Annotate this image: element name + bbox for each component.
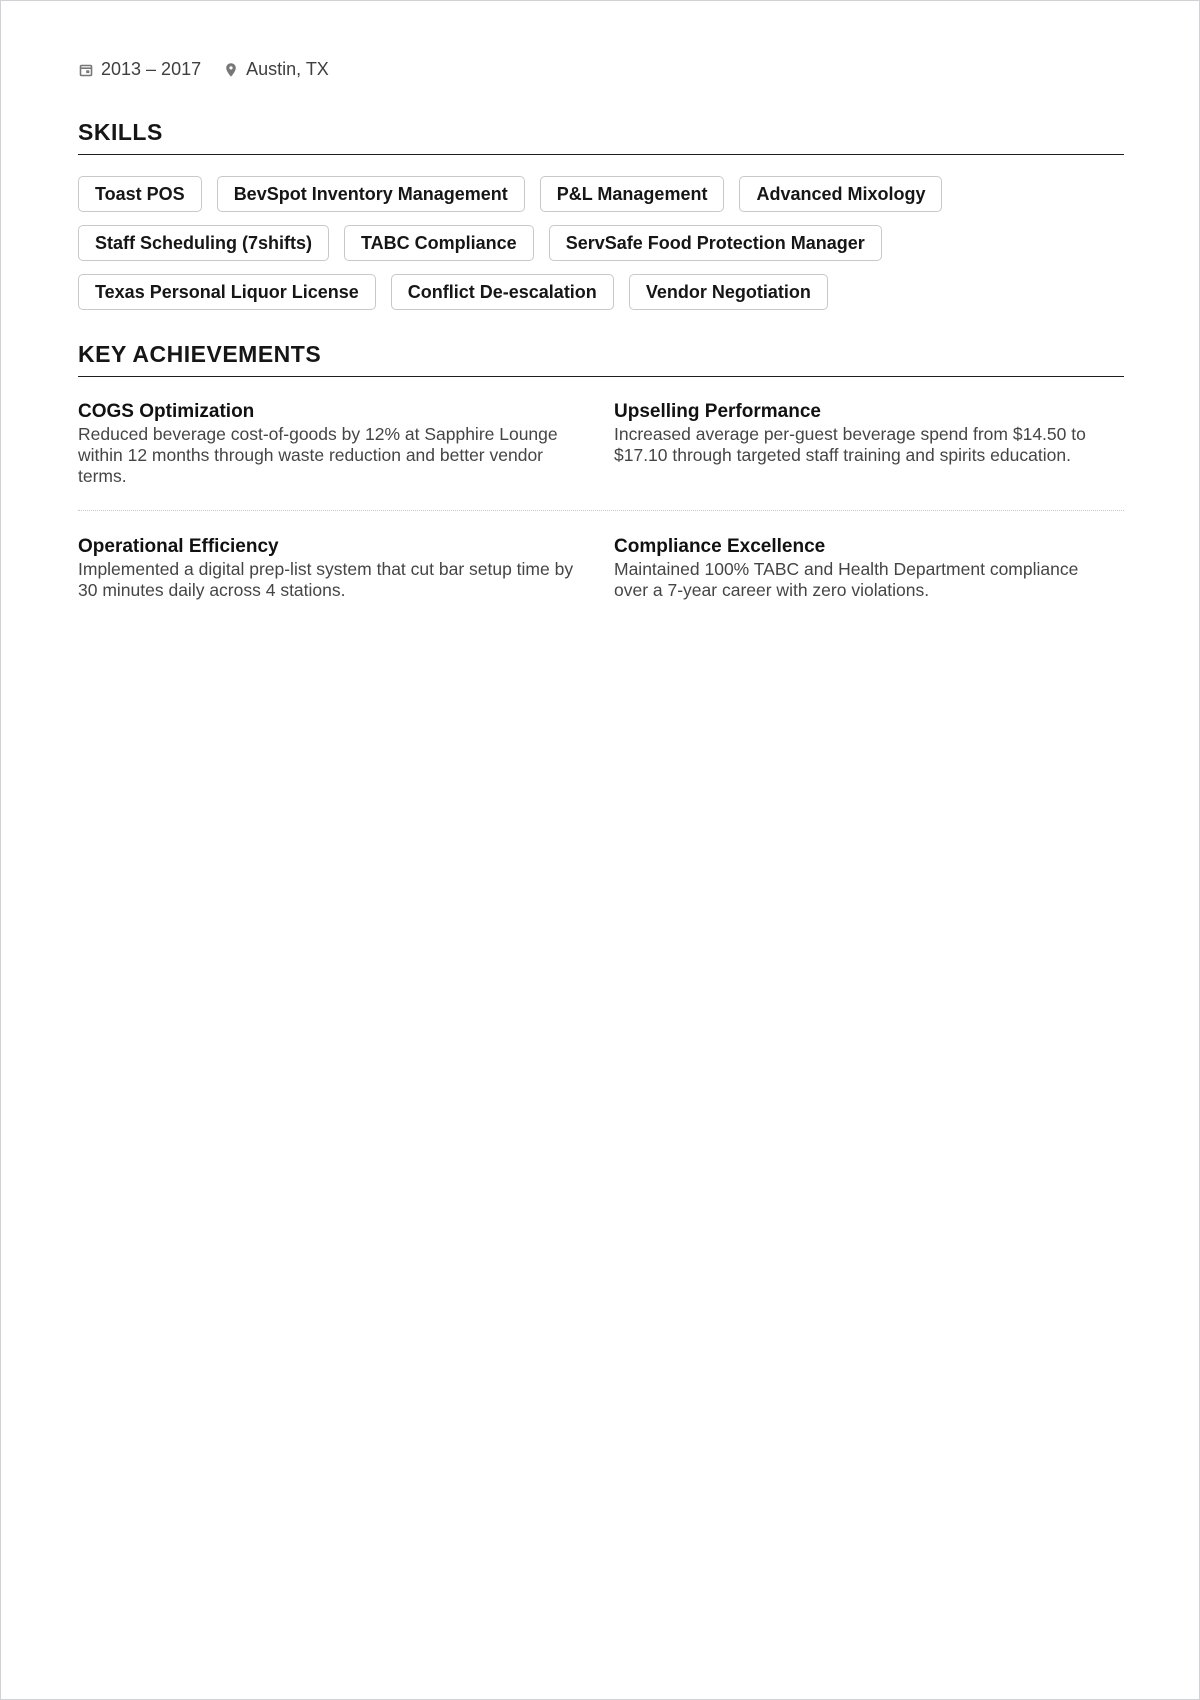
achievement-item	[78, 401, 577, 487]
key-achievements-heading: KEY ACHIEVEMENTS	[78, 343, 1124, 377]
achievement-description: Maintained 100% TABC and Health Department compliance over a 7-year career with zero violations.	[614, 558, 1079, 600]
key-achievements-section	[78, 343, 1124, 601]
education-location-text: Austin, TX	[246, 59, 329, 79]
skill-tag: Conflict De-escalation	[391, 274, 614, 310]
skills-heading: SKILLS	[78, 121, 1124, 155]
achievement-item	[614, 536, 1113, 601]
achievement-item	[78, 536, 577, 601]
education-location	[223, 59, 329, 80]
skill-tag: Texas Personal Liquor License	[78, 274, 376, 310]
education-meta	[78, 59, 329, 80]
skill-tag: TABC Compliance	[344, 225, 534, 261]
achievement-description: Implemented a digital prep-list system that cut bar setup time by 30 minutes daily across 4 stations.	[78, 558, 574, 600]
skills-section	[78, 121, 1124, 310]
skill-tag: BevSpot Inventory Management	[217, 176, 525, 212]
skill-tag: Toast POS	[78, 176, 202, 212]
achievement-title: COGS Optimization	[78, 401, 255, 422]
achievements-row	[78, 401, 1124, 511]
skill-tag: P&L Management	[540, 176, 725, 212]
skills-list	[78, 176, 1078, 310]
achievement-title: Operational Efficiency	[78, 535, 279, 557]
skill-tag: Vendor Negotiation	[629, 274, 828, 310]
achievement-item	[614, 401, 1113, 487]
skill-tag: ServSafe Food Protection Manager	[549, 225, 882, 261]
achievement-description: Reduced beverage cost-of-goods by 12% at Sapphire Lounge within 12 months through waste reduction and better vendor terms.	[78, 423, 558, 486]
skill-tag: Staff Scheduling (7shifts)	[78, 225, 329, 261]
achievement-title: Upselling Performance	[614, 401, 821, 422]
calendar-icon	[78, 62, 93, 77]
achievement-title: Compliance Excellence	[614, 535, 826, 557]
location-pin-icon	[223, 62, 238, 77]
achievements-row	[78, 536, 1124, 601]
skill-tag: Advanced Mixology	[739, 176, 942, 212]
achievement-description: Increased average per-guest beverage spend from $14.50 to $17.10 through targeted staff training and spirits education.	[614, 423, 1086, 465]
education-dates-text: 2013 – 2017	[101, 59, 202, 79]
education-dates	[78, 59, 201, 80]
